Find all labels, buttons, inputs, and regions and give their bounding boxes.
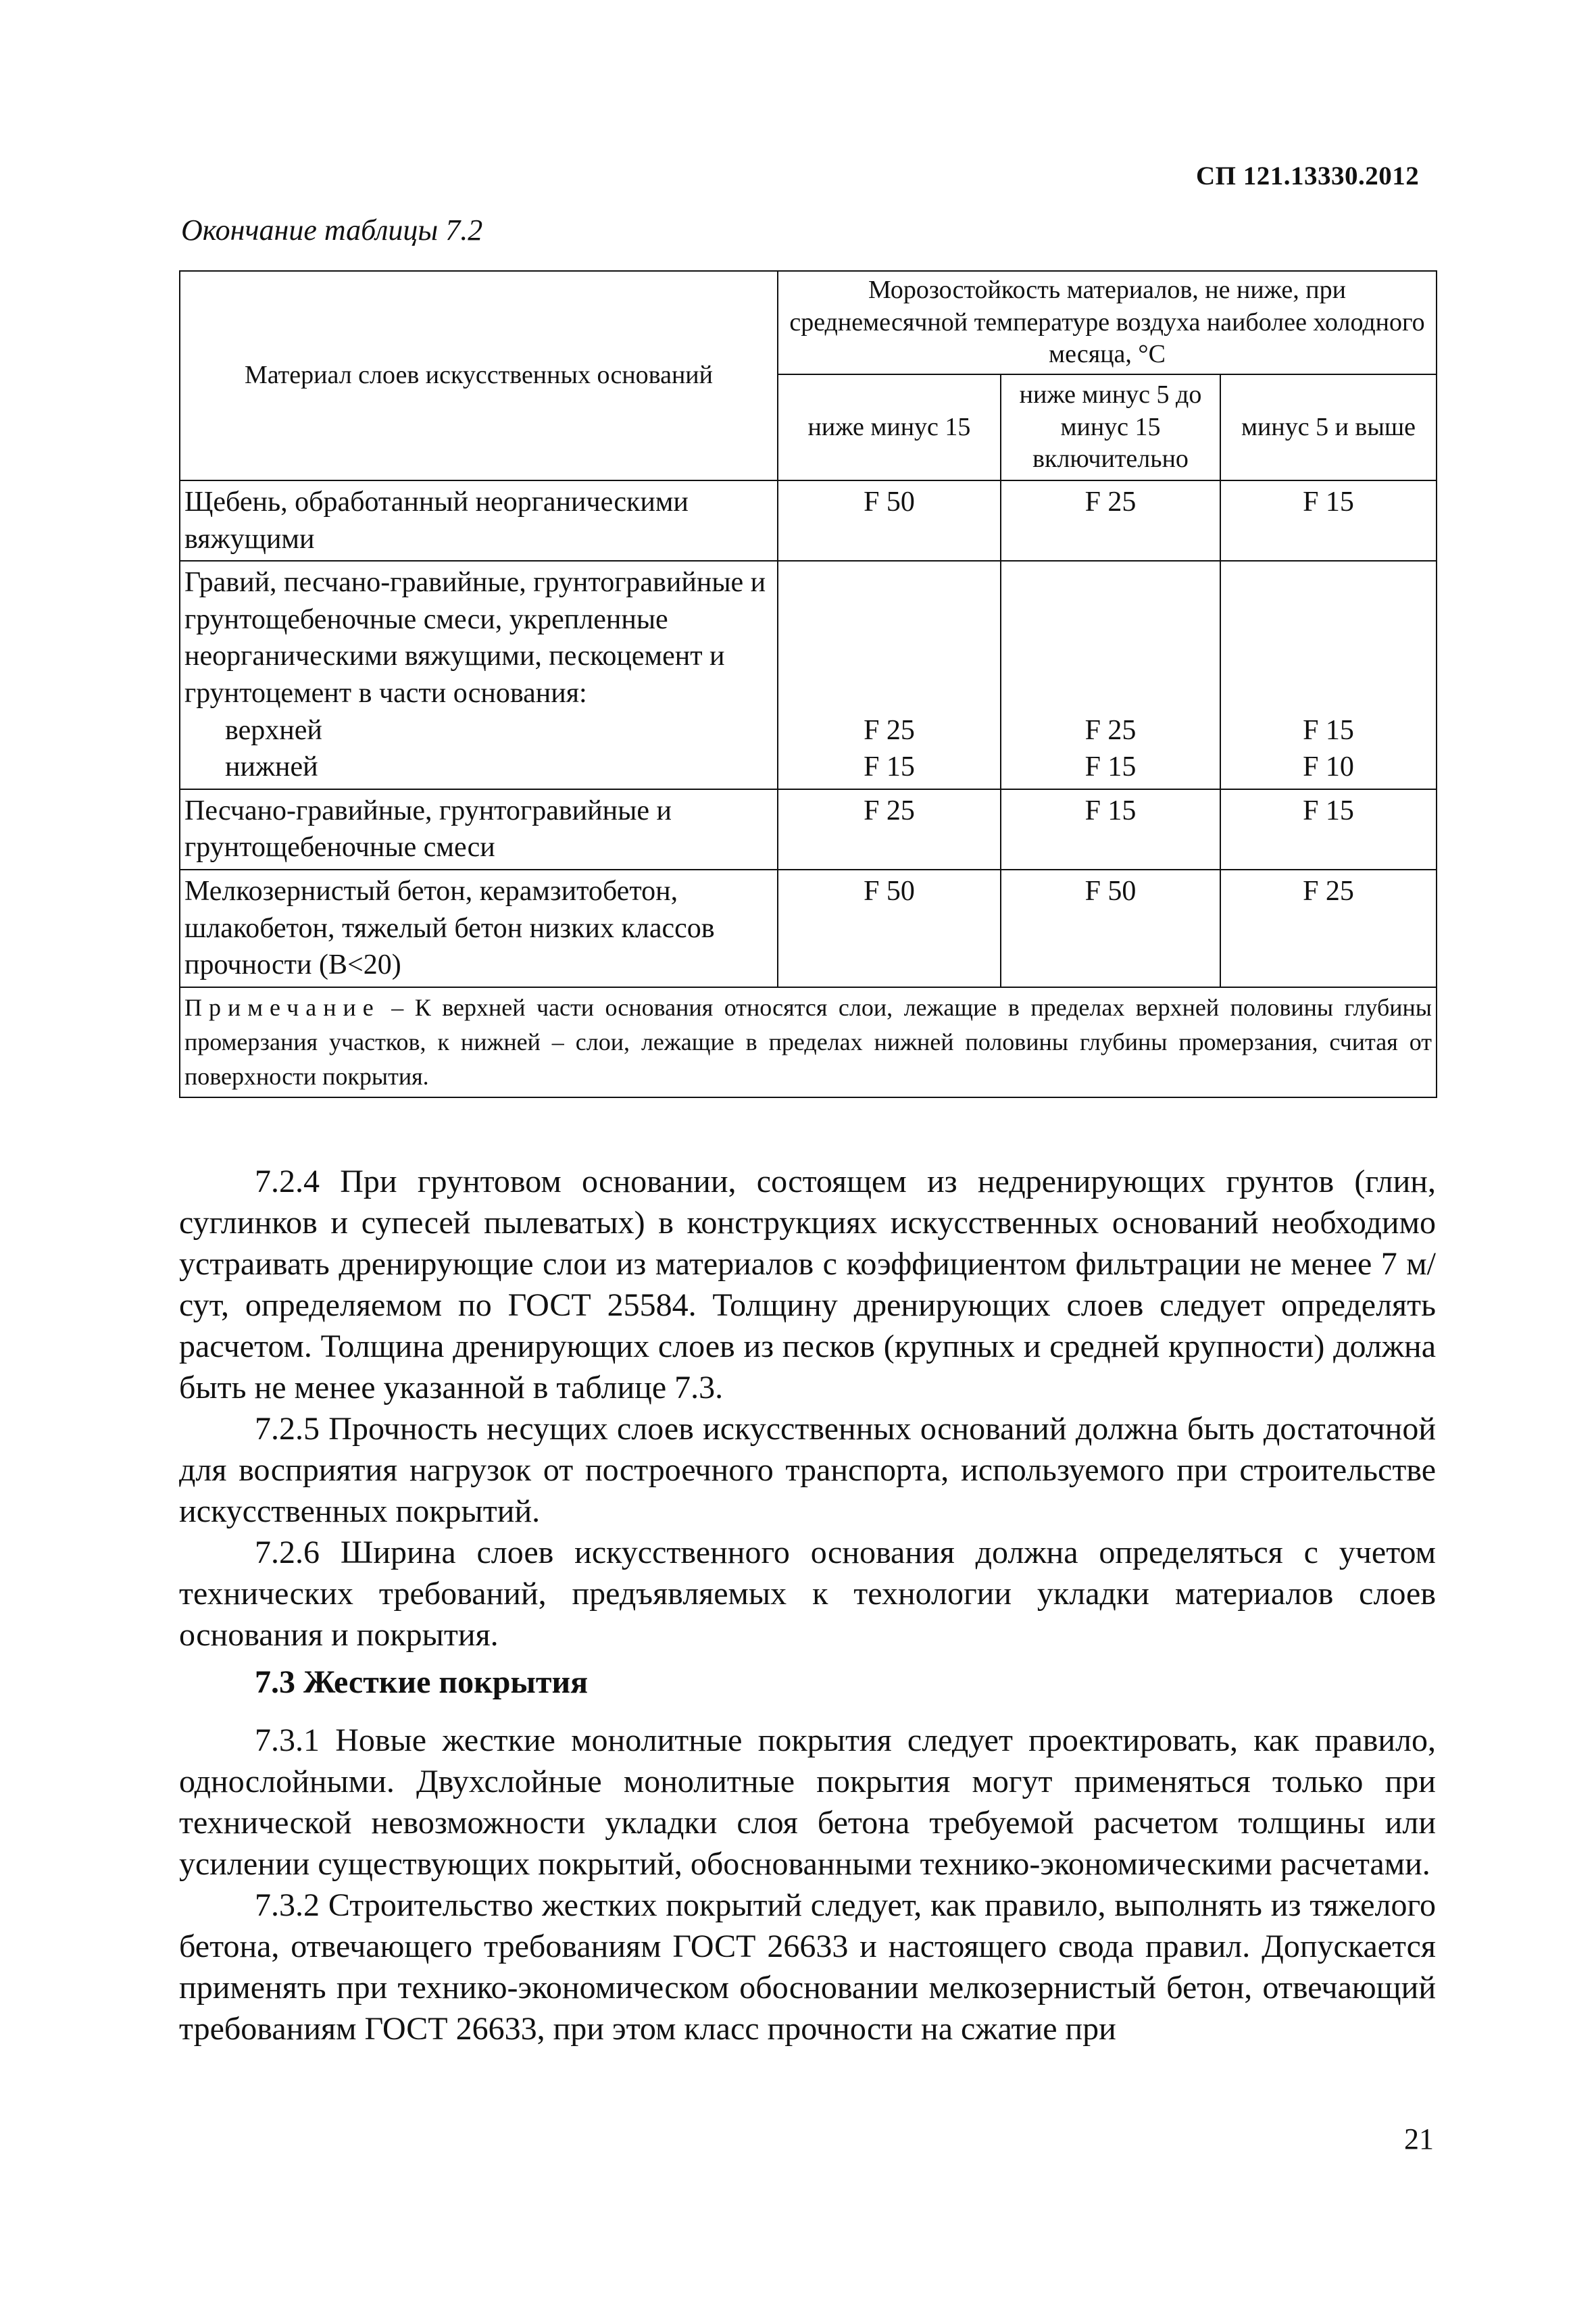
table-row — [180, 480, 1437, 561]
subheader-col-2: ниже минус 5 до минус 15 включительно — [1001, 374, 1220, 481]
sublabel-upper: верхней — [225, 714, 322, 746]
paragraph-7-3-2: 7.3.2 Строительство жестких покрытий следует, как правило, выполнять из тяжелого бетона, отвечающего требованиям ГОСТ 26633 и настоящего свода правил. Допускается применять при технико-экономическом обосновании мелкозернистый бетон, отвечающий требованиям ГОСТ 26633, при этом класс прочности на сжатие при — [179, 1887, 1436, 2047]
table-row — [180, 789, 1437, 870]
table-row — [180, 561, 1437, 789]
value-cell: F 25 — [778, 789, 1001, 870]
page-number: 21 — [1404, 2122, 1434, 2156]
value-cell: F 25 — [1220, 870, 1437, 987]
value-cell: F 15 — [1001, 789, 1220, 870]
paragraph-7-3-1: 7.3.1 Новые жесткие монолитные покрытия следует проектировать, как правило, однослойными. Двухслойные монолитные покрытия могут применяться только при технической невозможности укладки слоя бетона требуемой расчетом толщины или усилении существующих покрытий, обоснованными технико-экономическими расчетами. — [179, 1722, 1436, 1882]
value-cell: F 25 — [1001, 480, 1220, 561]
table-row — [180, 870, 1437, 987]
value-upper: F 25 — [864, 714, 915, 746]
header-material: Материал слоев искусственных оснований — [180, 271, 778, 480]
frost-resistance-table — [179, 270, 1437, 1098]
paragraphs-7-3 — [179, 1720, 1436, 2049]
value-cell — [1001, 561, 1220, 789]
material-cell: Щебень, обработанный неорганическими вяжущими — [180, 480, 778, 561]
value-cell: F 50 — [778, 480, 1001, 561]
value-cell: F 15 — [1220, 480, 1437, 561]
value-lower: F 15 — [1084, 751, 1137, 783]
note-label: Примечание — [184, 993, 380, 1021]
table-header-row — [180, 271, 1437, 374]
subheader-col-1: ниже минус 15 — [778, 374, 1001, 481]
paragraph-7-2-6: 7.2.6 Ширина слоев искусственного основания должна определяться с учетом технических требований, предъявляемых к технологии укладки материалов слоев основания и покрытия. — [179, 1535, 1436, 1653]
section-title: 7.3 Жесткие покрытия — [255, 1664, 589, 1700]
value-cell: F 15 — [1220, 789, 1437, 870]
note-text: – К верхней части основания относятся слои, лежащие в пределах верхней половины глубины промерзания участков, к нижней – слои, лежащие в пределах нижней половины глубины промерзания, считая от поверхности покрытия. — [184, 993, 1432, 1090]
value-cell: F 50 — [1001, 870, 1220, 987]
table-note — [180, 987, 1437, 1097]
material-cell: Песчано-гравийные, грунтогравийные и грунтощебеночные смеси — [180, 789, 778, 870]
value-cell — [778, 561, 1001, 789]
subheader-col-3: минус 5 и выше — [1220, 374, 1437, 481]
value-cell: F 50 — [778, 870, 1001, 987]
material-cell: Мелкозернистый бетон, керамзитобетон, шлакобетон, тяжелый бетон низких классов прочности (В<20) — [180, 870, 778, 987]
material-text: Гравий, песчано-гравийные, грунтогравийные и грунтощебеночные смеси, укрепленные неорганическими вяжущими, пескоцемент и грунтоцемент в части основания: — [184, 567, 766, 709]
value-lower: F 10 — [1303, 751, 1354, 783]
paragraphs-7-2 — [179, 1161, 1436, 1656]
value-cell — [1220, 561, 1437, 789]
document-code: СП 121.13330.2012 — [1196, 161, 1420, 191]
table-note-row — [180, 987, 1437, 1097]
paragraph-7-2-4: 7.2.4 При грунтовом основании, состоящем из недренирующих грунтов (глин, суглинков и супесей пылеватых) в конструкциях искусственных оснований необходимо устраивать дренирующие слои из материалов с коэффициентом фильтрации не менее 7 м/сут, определяемом по ГОСТ 25584. Толщину дренирующих слоев следует определять расчетом. Толщина дренирующих слоев из песков (крупных и средней крупности) должна быть не менее указанной в таблице 7.3. — [179, 1164, 1436, 1405]
value-upper: F 25 — [1084, 714, 1137, 746]
paragraph-7-2-5: 7.2.5 Прочность несущих слоев искусственных оснований должна быть достаточной для восприятия нагрузок от построечного транспорта, используемого при строительстве искусственных покрытий. — [179, 1411, 1436, 1529]
table-caption: Окончание таблицы 7.2 — [181, 214, 483, 247]
header-frost-group: Морозостойкость материалов, не ниже, при среднемесячной температуре воздуха наиболее холодного месяца, °С — [778, 271, 1437, 374]
value-upper: F 15 — [1303, 714, 1354, 746]
value-lower: F 15 — [864, 751, 915, 783]
material-cell — [180, 561, 778, 789]
sublabel-lower: нижней — [225, 751, 318, 783]
